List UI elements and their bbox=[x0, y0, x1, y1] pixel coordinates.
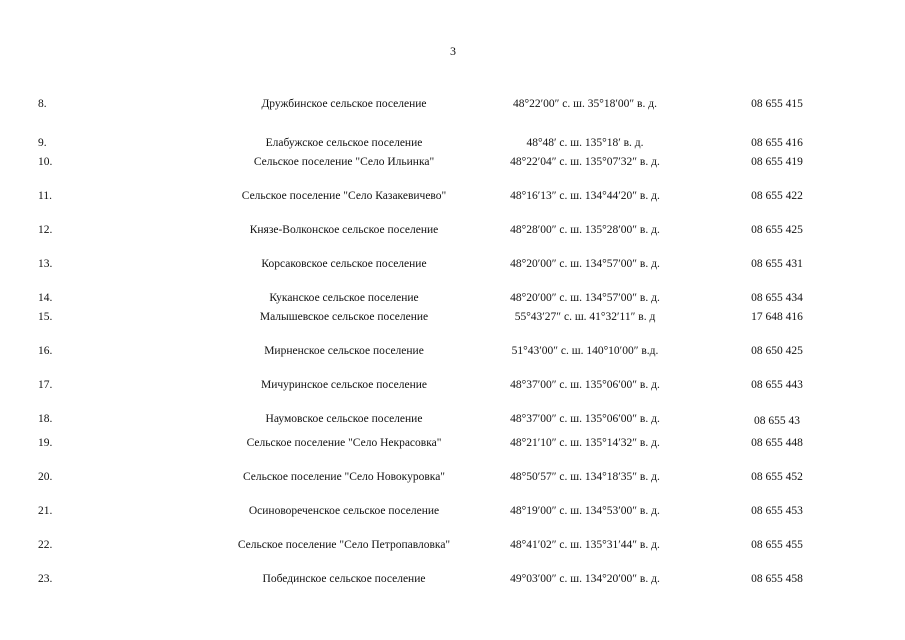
oktmo-code: 08 655 419 bbox=[751, 156, 803, 168]
oktmo-code: 08 655 434 bbox=[751, 292, 803, 304]
settlement-name: Сельское поселение "Село Ильинка" bbox=[253, 156, 435, 168]
row-number: 19. bbox=[38, 437, 53, 449]
table-row bbox=[0, 96, 905, 112]
row-number: 11. bbox=[38, 190, 52, 202]
coordinates: 48°16′13″ с. ш. 134°44′20″ в. д. bbox=[510, 190, 660, 202]
table-row bbox=[0, 256, 905, 272]
oktmo-code: 08 655 455 bbox=[751, 539, 803, 551]
settlement-name: Дружбинское сельское поселение bbox=[261, 98, 427, 110]
settlement-name: Мичуринское сельское поселение bbox=[260, 379, 428, 391]
settlement-name: Сельское поселение "Село Петропавловка" bbox=[237, 539, 451, 551]
oktmo-code: 08 655 422 bbox=[751, 190, 803, 202]
table-row bbox=[0, 537, 905, 553]
settlement-name: Сельское поселение "Село Новокуровка" bbox=[243, 471, 445, 483]
table-row bbox=[0, 435, 905, 451]
settlement-name: Сельское поселение "Село Казакевичево" bbox=[241, 190, 447, 202]
settlement-name: Куканское сельское поселение bbox=[269, 292, 419, 304]
table-row bbox=[0, 377, 905, 393]
coordinates: 48°48′ с. ш. 135°18′ в. д. bbox=[526, 137, 644, 149]
table-row bbox=[0, 154, 905, 170]
oktmo-code: 08 650 425 bbox=[751, 345, 803, 357]
coordinates: 48°37′00″ с. ш. 135°06′00″ в. д. bbox=[510, 413, 660, 425]
settlement-name: Побединское сельское поселение bbox=[262, 573, 426, 585]
table-row bbox=[0, 222, 905, 238]
coordinates: 48°22′00″ с. ш. 35°18′00″ в. д. bbox=[513, 98, 657, 110]
row-number: 17. bbox=[38, 379, 53, 391]
settlement-name: Малышевское сельское поселение bbox=[259, 311, 429, 323]
coordinates: 55°43′27″ с. ш. 41°32′11″ в. д bbox=[514, 311, 656, 323]
row-number: 16. bbox=[38, 345, 53, 357]
coordinates: 48°20′00″ с. ш. 134°57′00″ в. д. bbox=[510, 292, 660, 304]
oktmo-code: 08 655 425 bbox=[751, 224, 803, 236]
oktmo-code: 08 655 443 bbox=[751, 379, 803, 391]
page-number: 3 bbox=[450, 44, 456, 58]
row-number: 23. bbox=[38, 573, 53, 585]
settlement-name: Князе-Волконское сельское поселение bbox=[249, 224, 439, 236]
coordinates: 49°03′00″ с. ш. 134°20′00″ в. д. bbox=[510, 573, 660, 585]
row-number: 20. bbox=[38, 471, 53, 483]
oktmo-code: 08 655 415 bbox=[751, 98, 803, 110]
settlement-name: Мирненское сельское поселение bbox=[264, 345, 424, 357]
settlement-name: Елабужское сельское поселение bbox=[265, 137, 423, 149]
oktmo-code: 08 655 43 bbox=[754, 415, 800, 427]
row-number: 8. bbox=[38, 98, 47, 110]
oktmo-code: 17 648 416 bbox=[751, 311, 803, 323]
coordinates: 48°37′00″ с. ш. 135°06′00″ в. д. bbox=[510, 379, 660, 391]
table-row bbox=[0, 411, 905, 427]
row-number: 13. bbox=[38, 258, 53, 270]
table-row bbox=[0, 309, 905, 325]
coordinates: 48°19′00″ с. ш. 134°53′00″ в. д. bbox=[510, 505, 660, 517]
coordinates: 48°28′00″ с. ш. 135°28′00″ в. д. bbox=[510, 224, 660, 236]
row-number: 9. bbox=[38, 137, 47, 149]
table-row bbox=[0, 571, 905, 587]
table-row bbox=[0, 503, 905, 519]
table-row bbox=[0, 188, 905, 204]
settlement-name: Сельское поселение "Село Некрасовка" bbox=[246, 437, 442, 449]
row-number: 12. bbox=[38, 224, 53, 236]
oktmo-code: 08 655 431 bbox=[751, 258, 803, 270]
coordinates: 51°43′00″ с. ш. 140°10′00″ в.д. bbox=[511, 345, 659, 357]
table-row bbox=[0, 343, 905, 359]
oktmo-code: 08 655 448 bbox=[751, 437, 803, 449]
settlement-name: Наумовское сельское поселение bbox=[265, 413, 423, 425]
table-row bbox=[0, 135, 905, 151]
settlement-name: Корсаковское сельское поселение bbox=[261, 258, 427, 270]
table-row bbox=[0, 290, 905, 306]
row-number: 10. bbox=[38, 156, 53, 168]
coordinates: 48°22′04″ с. ш. 135°07′32″ в. д. bbox=[510, 156, 660, 168]
row-number: 18. bbox=[38, 413, 53, 425]
table-row bbox=[0, 469, 905, 485]
row-number: 21. bbox=[38, 505, 53, 517]
oktmo-code: 08 655 452 bbox=[751, 471, 803, 483]
coordinates: 48°50′57″ с. ш. 134°18′35″ в. д. bbox=[510, 471, 660, 483]
coordinates: 48°20′00″ с. ш. 134°57′00″ в. д. bbox=[510, 258, 660, 270]
row-number: 22. bbox=[38, 539, 53, 551]
row-number: 14. bbox=[38, 292, 53, 304]
row-number: 15. bbox=[38, 311, 53, 323]
coordinates: 48°21′10″ с. ш. 135°14′32″ в. д. bbox=[510, 437, 660, 449]
oktmo-code: 08 655 416 bbox=[751, 137, 803, 149]
oktmo-code: 08 655 453 bbox=[751, 505, 803, 517]
oktmo-code: 08 655 458 bbox=[751, 573, 803, 585]
coordinates: 48°41′02″ с. ш. 135°31′44″ в. д. bbox=[510, 539, 660, 551]
settlement-name: Осиновореченское сельское поселение bbox=[248, 505, 440, 517]
